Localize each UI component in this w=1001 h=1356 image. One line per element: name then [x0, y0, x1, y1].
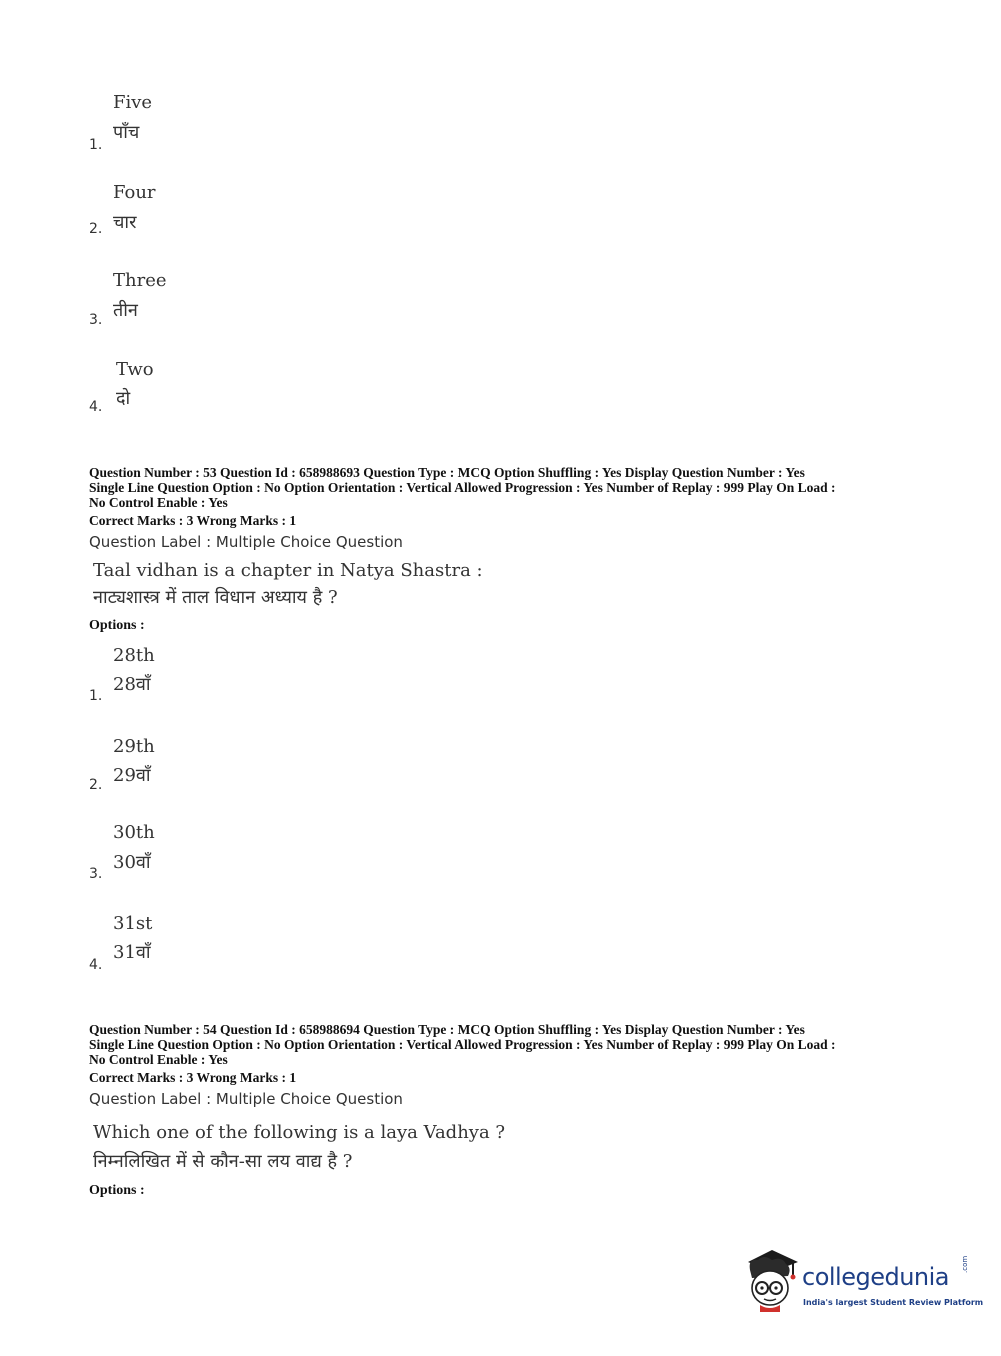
- question-53-option-2-hi: 29वाँ: [113, 765, 151, 786]
- question-53-option-4-en: 31st: [113, 913, 153, 934]
- question-53-option-4-hi: 31वाँ: [113, 942, 151, 963]
- question-53-label: Question Label : Multiple Choice Question: [89, 533, 403, 551]
- prev-option-3-number: 3.: [89, 312, 103, 328]
- question-53-meta-line2: Single Line Question Option : No Option Orientation : Vertical Allowed Progression : Yes Number of Replay : 999 Play On Load :: [89, 480, 836, 495]
- logo-tagline: India's largest Student Review Platform: [803, 1298, 984, 1307]
- prev-option-3-en: Three: [113, 270, 167, 291]
- question-53-option-2-en: 29th: [113, 736, 155, 757]
- collegedunia-logo[interactable]: [742, 1248, 984, 1320]
- question-54-options-label: Options :: [89, 1183, 145, 1198]
- prev-option-4-number: 4.: [89, 399, 103, 415]
- question-53-option-4-number: 4.: [89, 957, 103, 973]
- question-53-option-3-hi: 30वाँ: [113, 852, 151, 873]
- question-54-meta: [89, 1022, 836, 1067]
- prev-option-4-en: Two: [116, 359, 154, 380]
- question-54-text-hi: निम्नलिखित में से कौन-सा लय वाद्य है ?: [93, 1151, 353, 1172]
- question-53-option-3-en: 30th: [113, 822, 155, 843]
- prev-option-1-en: Five: [113, 92, 153, 113]
- question-54-marks: Correct Marks : 3 Wrong Marks : 1: [89, 1070, 297, 1085]
- mascot-icon: [742, 1248, 800, 1312]
- question-53-meta-line3: No Control Enable : Yes: [89, 495, 228, 510]
- question-53-text-hi: नाट्यशास्त्र में ताल विधान अध्याय है ?: [93, 587, 338, 608]
- logo-wordmark: collegedunia: [802, 1263, 950, 1291]
- question-54-label: Question Label : Multiple Choice Question: [89, 1090, 403, 1108]
- question-53-option-1-number: 1.: [89, 688, 103, 704]
- question-53-option-2-number: 2.: [89, 777, 103, 793]
- question-53-option-3-number: 3.: [89, 866, 103, 882]
- prev-option-4-hi: दो: [116, 388, 131, 409]
- question-53-options-label: Options :: [89, 618, 145, 633]
- question-53-text-en: Taal vidhan is a chapter in Natya Shastra :: [93, 560, 483, 581]
- question-53-meta: [89, 465, 836, 510]
- logo-suffix: .com: [961, 1255, 969, 1273]
- question-53-option-1-en: 28th: [113, 645, 155, 666]
- prev-option-2-en: Four: [113, 182, 156, 203]
- question-53-option-1-hi: 28वाँ: [113, 674, 151, 695]
- question-53-marks: Correct Marks : 3 Wrong Marks : 1: [89, 513, 297, 528]
- question-54-meta-line3: No Control Enable : Yes: [89, 1052, 228, 1067]
- prev-option-2-number: 2.: [89, 221, 103, 237]
- prev-option-2-hi: चार: [113, 212, 137, 233]
- question-54-meta-line2: Single Line Question Option : No Option Orientation : Vertical Allowed Progression : Yes Number of Replay : 999 Play On Load :: [89, 1037, 836, 1052]
- prev-option-1-number: 1.: [89, 137, 103, 153]
- prev-option-1-hi: पाँच: [113, 122, 140, 143]
- question-54-meta-line1: Question Number : 54 Question Id : 658988694 Question Type : MCQ Option Shuffling : Yes Display Question Number : Yes: [89, 1022, 805, 1037]
- prev-option-3-hi: तीन: [113, 300, 138, 321]
- question-54-text-en: Which one of the following is a laya Vadhya ?: [93, 1122, 506, 1143]
- question-53-meta-line1: Question Number : 53 Question Id : 658988693 Question Type : MCQ Option Shuffling : Yes Display Question Number : Yes: [89, 465, 805, 480]
